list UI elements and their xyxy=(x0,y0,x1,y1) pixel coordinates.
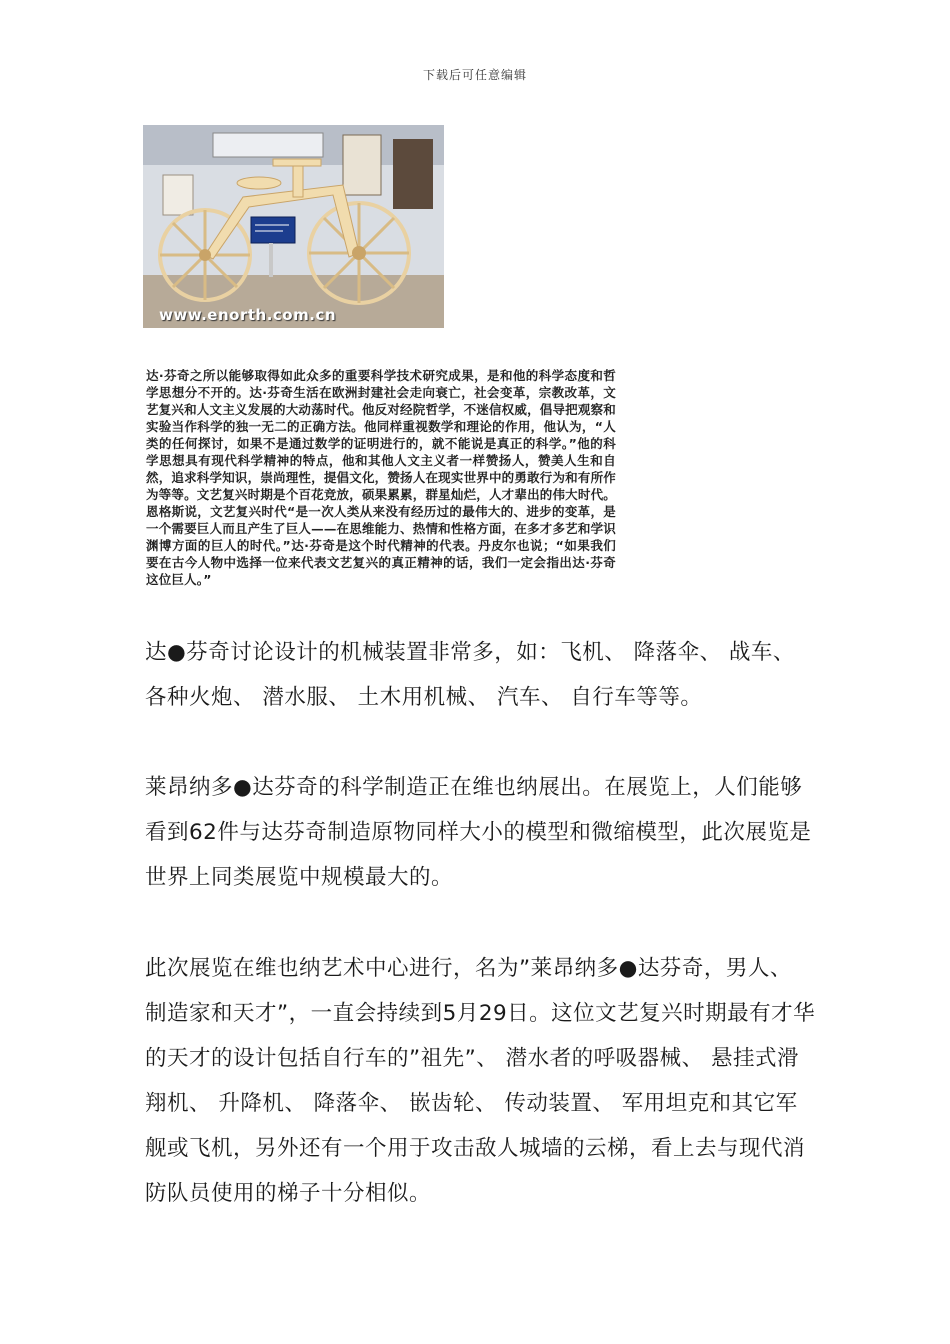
paragraph-exhibition-details: 此次展览在维也纳艺术中心进行，名为”莱昂纳多●达芬奇，男人、 制造家和天才”，一直会持续到5月29日。这位文艺复兴时期最有才华的天才的设计包括自行车的”祖先”、 潜水者的呼吸器械、 悬挂式滑翔机、 升降机、 降落伞、 嵌齿轮、 传动装置、 军用坦克和其它军舰或飞机，另外还有一个用于攻击敌人城墙的云梯，看上去与现代消防队员使用的梯子十分相似。 xyxy=(145,956,816,1206)
page-header: 下载后可任意编辑 xyxy=(422,68,527,82)
scanned-text-block: 达·芬奇之所以能够取得如此众多的重要科学技术研究成果，是和他的科学态度和哲学思想分不开的。达·芬奇生活在欧洲封建社会走向衰亡，社会变革，宗教改革，文艺复兴和人文主义发展的大动荡时代。他反对经院哲学，不迷信权威，倡导把观察和实验当作科学的独一无二的正确方法。他同样重视数学和理论的作用，他认为，“人类的任何探讨，如果不是通过数学的证明进行的，就不能说是真正的科学。”他的科学思想具有现代科学精神的特点，他和其他人文主义者一样赞扬人，赞美人生和自然，追求科学知识，崇尚理性，提倡文化，赞扬人在现实世界中的勇敢行为和有所作为等等。文艺复兴时期是个百花竞放，硕果累累，群星灿烂，人才辈出的伟大时代。恩格斯说，文艺复兴时代“是一次人类从来没有经历过的最伟大的、进步的变革，是一个需要巨人而且产生了巨人——在思维能力、热情和性格方面，在多才多艺和学识渊博方面的巨人的时代。”达·芬奇是这个时代精神的代表。丹皮尔也说；“如果我们要在古今人物中选择一位来代表文艺复兴的真正精神的话，我们一定会指出达·芬奇这位巨人。” xyxy=(146,368,616,587)
paragraph-mechanical-devices: 达●芬奇讨论设计的机械装置非常多，如：飞机、 降落伞、 战车、 各种火炮、 潜水服、 土木用机械、 汽车、 自行车等等。 xyxy=(145,640,795,710)
bicycle-illustration xyxy=(143,125,444,328)
paragraph-vienna-exhibition: 莱昂纳多●达芬奇的科学制造正在维也纳展出。在展览上，人们能够看到62件与达芬奇制造原物同样大小的模型和微缩模型，此次展览是世界上同类展览中规模最大的。 xyxy=(145,775,812,890)
photo-watermark: www.enorth.com.cn xyxy=(159,306,337,324)
wooden-bicycle-photo xyxy=(143,125,444,328)
